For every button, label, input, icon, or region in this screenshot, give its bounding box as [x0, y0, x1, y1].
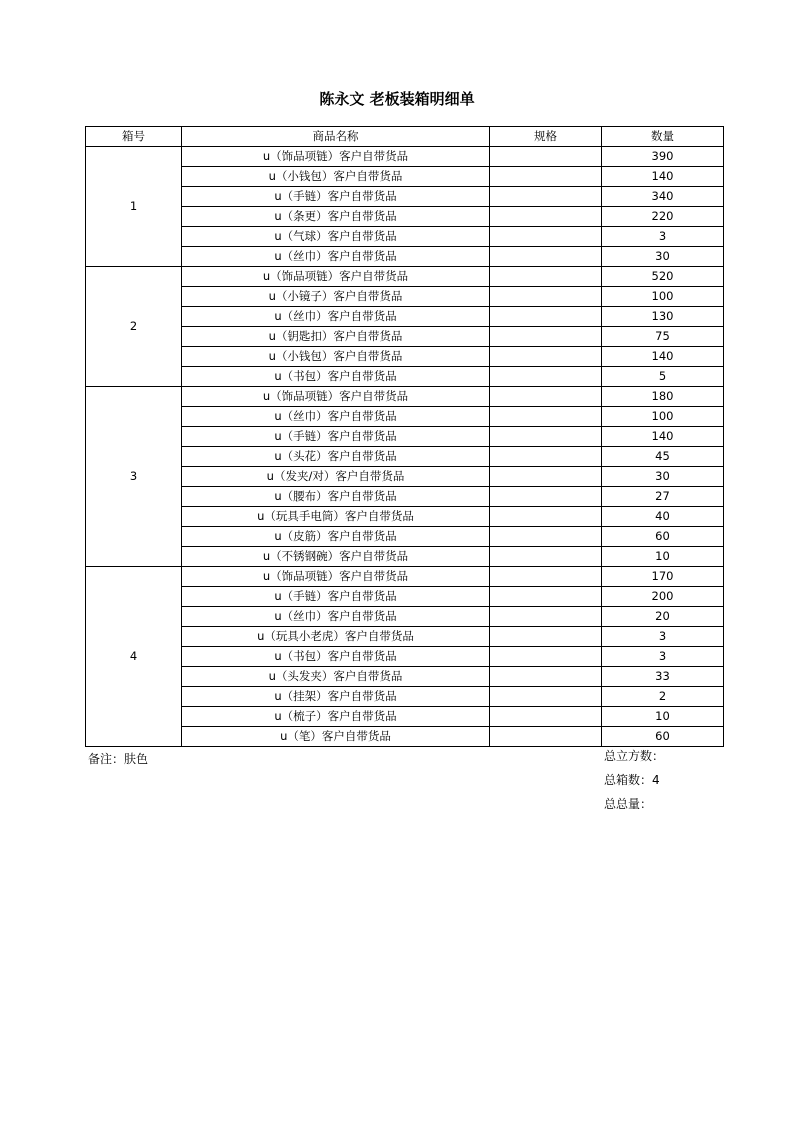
total-boxes: 总箱数：4 — [604, 773, 660, 787]
spec-cell — [490, 727, 602, 747]
table-row — [86, 507, 724, 527]
header-box-no: 箱号 — [86, 127, 182, 147]
table-row — [86, 587, 724, 607]
product-name-cell: u（头发夹）客户自带货品 — [182, 667, 490, 687]
spec-cell — [490, 147, 602, 167]
quantity-cell: 140 — [602, 167, 724, 187]
product-name-cell: u（腰布）客户自带货品 — [182, 487, 490, 507]
table-row — [86, 387, 724, 407]
quantity-cell: 60 — [602, 727, 724, 747]
product-name-cell: u（小钱包）客户自带货品 — [182, 167, 490, 187]
spec-cell — [490, 607, 602, 627]
table-row — [86, 687, 724, 707]
table-row — [86, 327, 724, 347]
page-title: 陈永文 老板装箱明细单 — [319, 90, 475, 108]
spec-cell — [490, 527, 602, 547]
spec-cell — [490, 687, 602, 707]
spec-cell — [490, 487, 602, 507]
summary-block — [604, 747, 664, 819]
quantity-cell: 170 — [602, 567, 724, 587]
packing-list-table — [85, 126, 724, 747]
product-name-cell: u（不锈钢碗）客户自带货品 — [182, 547, 490, 567]
product-name-cell: u（丝巾）客户自带货品 — [182, 247, 490, 267]
table-row — [86, 527, 724, 547]
box-number-cell: 3 — [86, 387, 182, 567]
spec-cell — [490, 367, 602, 387]
product-name-cell: u（书包）客户自带货品 — [182, 367, 490, 387]
product-name-cell: u（头花）客户自带货品 — [182, 447, 490, 467]
product-name-cell: u（饰品项链）客户自带货品 — [182, 267, 490, 287]
quantity-cell: 10 — [602, 707, 724, 727]
total-weight: 总总量： — [604, 797, 653, 811]
product-name-cell: u（书包）客户自带货品 — [182, 647, 490, 667]
spec-cell — [490, 287, 602, 307]
quantity-cell: 27 — [602, 487, 724, 507]
quantity-cell: 3 — [602, 627, 724, 647]
spec-cell — [490, 387, 602, 407]
table-row — [86, 187, 724, 207]
spec-cell — [490, 587, 602, 607]
quantity-cell: 30 — [602, 247, 724, 267]
product-name-cell: u（饰品项链）客户自带货品 — [182, 387, 490, 407]
product-name-cell: u（饰品项链）客户自带货品 — [182, 567, 490, 587]
spec-cell — [490, 707, 602, 727]
table-row — [86, 647, 724, 667]
table-header-row — [86, 127, 724, 147]
box-number-cell: 2 — [86, 267, 182, 387]
quantity-cell: 200 — [602, 587, 724, 607]
product-name-cell: u（丝巾）客户自带货品 — [182, 407, 490, 427]
product-name-cell: u（小钱包）客户自带货品 — [182, 347, 490, 367]
spec-cell — [490, 327, 602, 347]
quantity-cell: 10 — [602, 547, 724, 567]
product-name-cell: u（玩具手电筒）客户自带货品 — [182, 507, 490, 527]
product-name-cell: u（气球）客户自带货品 — [182, 227, 490, 247]
spec-cell — [490, 427, 602, 447]
quantity-cell: 100 — [602, 287, 724, 307]
quantity-cell: 3 — [602, 227, 724, 247]
quantity-cell: 40 — [602, 507, 724, 527]
spec-cell — [490, 507, 602, 527]
box-number-cell: 4 — [86, 567, 182, 747]
quantity-cell: 5 — [602, 367, 724, 387]
spec-cell — [490, 467, 602, 487]
quantity-cell: 390 — [602, 147, 724, 167]
table-row — [86, 227, 724, 247]
table-row — [86, 447, 724, 467]
box-number-cell: 1 — [86, 147, 182, 267]
product-name-cell: u（钥匙扣）客户自带货品 — [182, 327, 490, 347]
product-name-cell: u（丝巾）客户自带货品 — [182, 307, 490, 327]
table-row — [86, 167, 724, 187]
product-name-cell: u（丝巾）客户自带货品 — [182, 607, 490, 627]
table-row — [86, 707, 724, 727]
quantity-cell: 100 — [602, 407, 724, 427]
table-row — [86, 367, 724, 387]
table-row — [86, 407, 724, 427]
spec-cell — [490, 347, 602, 367]
product-name-cell: u（饰品项链）客户自带货品 — [182, 147, 490, 167]
table-row — [86, 267, 724, 287]
table-row — [86, 287, 724, 307]
header-quantity: 数量 — [602, 127, 724, 147]
table-row — [86, 667, 724, 687]
table-row — [86, 347, 724, 367]
product-name-cell: u（手链）客户自带货品 — [182, 587, 490, 607]
quantity-cell: 45 — [602, 447, 724, 467]
spec-cell — [490, 307, 602, 327]
quantity-cell: 130 — [602, 307, 724, 327]
product-name-cell: u（手链）客户自带货品 — [182, 427, 490, 447]
spec-cell — [490, 267, 602, 287]
quantity-cell: 140 — [602, 427, 724, 447]
quantity-cell: 520 — [602, 267, 724, 287]
product-name-cell: u（梳子）客户自带货品 — [182, 707, 490, 727]
product-name-cell: u（发夹/对）客户自带货品 — [182, 467, 490, 487]
table-row — [86, 467, 724, 487]
spec-cell — [490, 567, 602, 587]
header-spec: 规格 — [490, 127, 602, 147]
quantity-cell: 3 — [602, 647, 724, 667]
table-row — [86, 207, 724, 227]
table-row — [86, 487, 724, 507]
spec-cell — [490, 547, 602, 567]
quantity-cell: 30 — [602, 467, 724, 487]
spec-cell — [490, 207, 602, 227]
spec-cell — [490, 247, 602, 267]
table-row — [86, 547, 724, 567]
remarks-note: 备注：肤色 — [88, 752, 149, 766]
table-row — [86, 727, 724, 747]
product-name-cell: u（小镜子）客户自带货品 — [182, 287, 490, 307]
spec-cell — [490, 627, 602, 647]
product-name-cell: u（条更）客户自带货品 — [182, 207, 490, 227]
quantity-cell: 20 — [602, 607, 724, 627]
table-body — [86, 147, 724, 747]
spec-cell — [490, 647, 602, 667]
spec-cell — [490, 447, 602, 467]
table-row — [86, 307, 724, 327]
quantity-cell: 75 — [602, 327, 724, 347]
total-volume: 总立方数： — [604, 749, 665, 763]
product-name-cell: u（挂架）客户自带货品 — [182, 687, 490, 707]
table-row — [86, 247, 724, 267]
header-product-name: 商品名称 — [182, 127, 490, 147]
product-name-cell: u（皮筋）客户自带货品 — [182, 527, 490, 547]
quantity-cell: 180 — [602, 387, 724, 407]
quantity-cell: 2 — [602, 687, 724, 707]
product-name-cell: u（笔）客户自带货品 — [182, 727, 490, 747]
spec-cell — [490, 187, 602, 207]
table-row — [86, 627, 724, 647]
product-name-cell: u（玩具小老虎）客户自带货品 — [182, 627, 490, 647]
product-name-cell: u（手链）客户自带货品 — [182, 187, 490, 207]
quantity-cell: 220 — [602, 207, 724, 227]
quantity-cell: 340 — [602, 187, 724, 207]
spec-cell — [490, 227, 602, 247]
quantity-cell: 60 — [602, 527, 724, 547]
spec-cell — [490, 407, 602, 427]
quantity-cell: 33 — [602, 667, 724, 687]
quantity-cell: 140 — [602, 347, 724, 367]
table-row — [86, 147, 724, 167]
spec-cell — [490, 167, 602, 187]
spec-cell — [490, 667, 602, 687]
table-row — [86, 427, 724, 447]
table-row — [86, 567, 724, 587]
table-row — [86, 607, 724, 627]
